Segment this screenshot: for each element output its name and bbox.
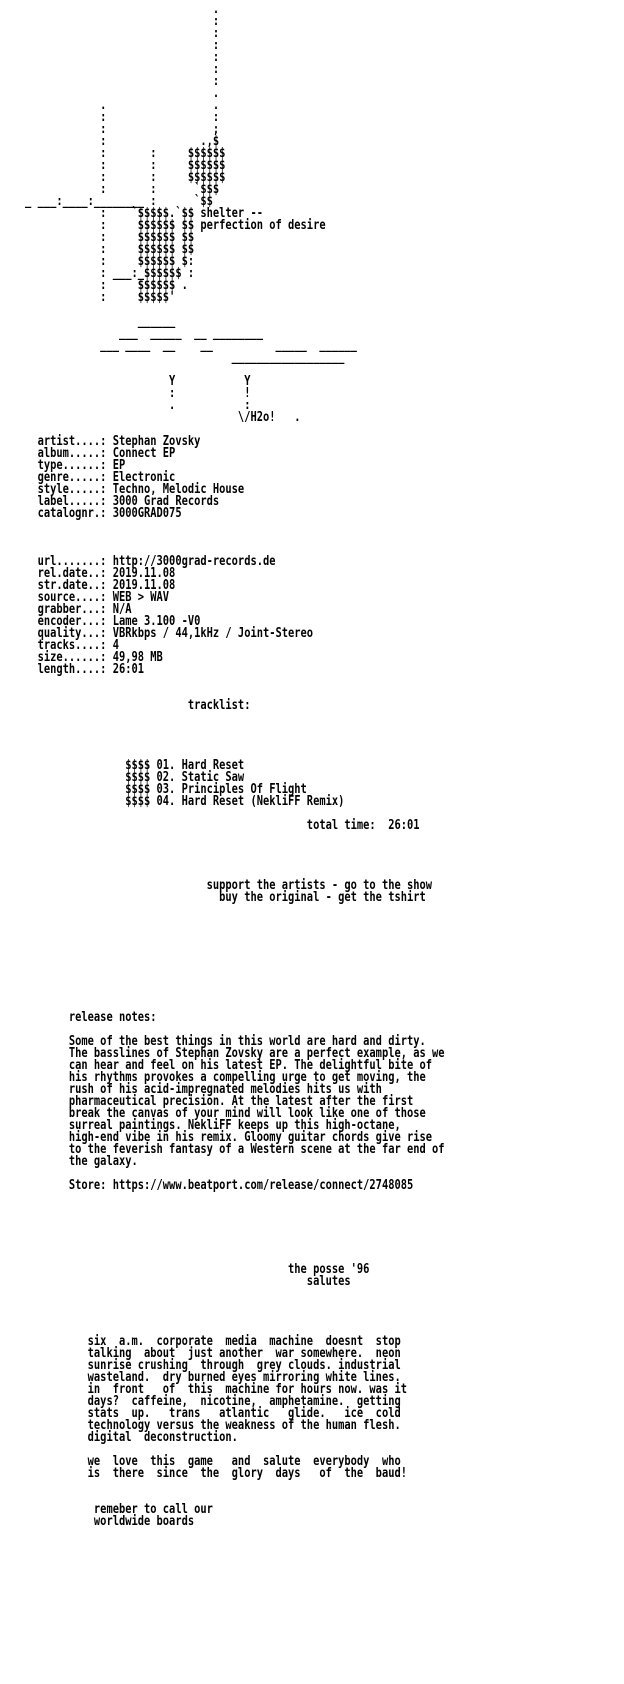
nfo-line: : $$$$$$ $:	[0, 254, 195, 269]
nfo-line: :	[0, 50, 220, 65]
nfo-line: remeber to call our	[0, 1502, 213, 1517]
nfo-line: tracklist:	[0, 698, 251, 713]
nfo-line: rush of his acid-impregnated melodies hits us with	[0, 1082, 382, 1097]
nfo-line: sunrise crushing through grey clouds. industrial	[0, 1358, 401, 1373]
nfo-line: . :	[0, 398, 251, 413]
nfo-line: $$$$ 01. Hard Reset	[0, 758, 245, 773]
nfo-line: six a.m. corporate media machine doesnt stop	[0, 1334, 401, 1349]
nfo-line: support the artists - go to the show	[0, 878, 433, 893]
nfo-line: total time: 26:01	[0, 818, 420, 833]
nfo-line: type......: EP	[0, 458, 126, 473]
nfo-line: ___ _____ __ ________	[0, 326, 263, 341]
nfo-line: wasteland. dry burned eyes mirroring white lines.	[0, 1370, 401, 1385]
nfo-line: : $$$$$$ $$	[0, 242, 195, 257]
nfo-line: tracks....: 4	[0, 638, 119, 653]
nfo-line: : $$$$$$ $$	[0, 230, 195, 245]
nfo-line: length....: 26:01	[0, 662, 145, 677]
nfo-line: _ ___:____:________ : `$$	[0, 194, 213, 209]
nfo-line: technology versus the weakness of the human flesh.	[0, 1418, 401, 1433]
nfo-line: : ___:_$$$$$$ :	[0, 266, 195, 281]
nfo-line: size......: 49,98 MB	[0, 650, 163, 665]
nfo-line: : !	[0, 386, 251, 401]
nfo-line: salutes	[0, 1274, 351, 1289]
nfo-line: : $$$$$$ $$ perfection of desire	[0, 218, 326, 233]
nfo-line: his rhythms provokes a compelling urge to get moving, the	[0, 1070, 426, 1085]
nfo-line: grabber...: N/A	[0, 602, 132, 617]
nfo-line: the galaxy.	[0, 1154, 138, 1169]
nfo-line: Some of the best things in this world are hard and dirty.	[0, 1034, 426, 1049]
nfo-line: quality...: VBRkbps / 44,1kHz / Joint-Stereo	[0, 626, 314, 641]
nfo-line: : : $$$$$$	[0, 170, 226, 185]
nfo-text	[0, 4, 499, 1684]
nfo-line: :	[0, 38, 220, 53]
nfo-line: label.....: 3000 Grad Records	[0, 494, 220, 509]
nfo-line: :	[0, 74, 220, 89]
nfo-line: is there since the glory days of the baud!	[0, 1466, 407, 1481]
nfo-line: : ;	[0, 122, 220, 137]
nfo-line: high-end vibe in his remix. Gloomy guitar chords give rise	[0, 1130, 433, 1145]
nfo-line: album.....: Connect EP	[0, 446, 176, 461]
nfo-line: genre.....: Electronic	[0, 470, 176, 485]
nfo-line: release notes:	[0, 1010, 157, 1025]
nfo-line: style.....: Techno, Melodic House	[0, 482, 245, 497]
nfo-line: ______	[0, 314, 176, 329]
nfo-line: artist....: Stephan Zovsky	[0, 434, 201, 449]
nfo-line: digital deconstruction.	[0, 1430, 238, 1445]
nfo-line: .	[0, 2, 220, 17]
nfo-line: encoder...: Lame 3.100 -V0	[0, 614, 201, 629]
nfo-line: :	[0, 14, 220, 29]
nfo-line: rel.date..: 2019.11.08	[0, 566, 176, 581]
nfo-line: we love this game and salute everybody who	[0, 1454, 401, 1469]
nfo-line: .	[0, 86, 220, 101]
nfo-line: str.date..: 2019.11.08	[0, 578, 176, 593]
nfo-line: :	[0, 26, 220, 41]
nfo-line: pharmaceutical precision. At the latest after the first	[0, 1094, 414, 1109]
nfo-line: surreal paintings. NekliFF keeps up this high-octane,	[0, 1118, 401, 1133]
nfo-line: source....: WEB > WAV	[0, 590, 170, 605]
nfo-line: can hear and feel on his latest EP. The delightful bite of	[0, 1058, 433, 1073]
nfo-line: \/H2o! .	[0, 410, 301, 425]
nfo-line: Store: https://www.beatport.com/release/connect/2748085	[0, 1178, 414, 1193]
nfo-line: stats up. trans atlantic glide. ice cold	[0, 1406, 401, 1421]
nfo-line: : : $$$$$$	[0, 158, 226, 173]
nfo-line: in front of this machine for hours now. was it	[0, 1382, 407, 1397]
nfo-line: : `$$$$$.`$$ shelter --	[0, 206, 263, 221]
nfo-line: : $$$$$$ .	[0, 278, 188, 293]
nfo-line: : : $$$$$$	[0, 146, 226, 161]
nfo-line: . .	[0, 98, 220, 113]
nfo-line: the posse '96	[0, 1262, 370, 1277]
nfo-line: ___ ____ __ __ _____ ______	[0, 338, 357, 353]
nfo-line: : : `$$$	[0, 182, 220, 197]
nfo-line: $$$$ 04. Hard Reset (NekliFF Remix)	[0, 794, 345, 809]
nfo-line: Y Y	[0, 374, 251, 389]
nfo-line: break the canvas of your mind will look like one of those	[0, 1106, 426, 1121]
nfo-line: The basslines of Stephan Zovsky are a perfect example, as we	[0, 1046, 445, 1061]
nfo-line: catalognr.: 3000GRAD075	[0, 506, 182, 521]
nfo-line: :	[0, 62, 220, 77]
nfo-line: __________________	[0, 350, 345, 365]
nfo-line: $$$$ 03. Principles Of Flight	[0, 782, 307, 797]
nfo-line: : .,$	[0, 134, 220, 149]
nfo-line: : :	[0, 110, 220, 125]
nfo-line: : $$$$$'	[0, 290, 176, 305]
nfo-line: url.......: http://3000grad-records.de	[0, 554, 276, 569]
nfo-line: $$$$ 02. Static Saw	[0, 770, 245, 785]
nfo-line: buy the original - get the tshirt	[0, 890, 426, 905]
nfo-line: worldwide boards	[0, 1514, 195, 1529]
nfo-line: days? caffeine, nicotine, amphetamine. getting	[0, 1394, 401, 1409]
nfo-line: talking about just another war somewhere. neon	[0, 1346, 401, 1361]
nfo-line: to the feverish fantasy of a Western scene at the far end of	[0, 1142, 445, 1157]
